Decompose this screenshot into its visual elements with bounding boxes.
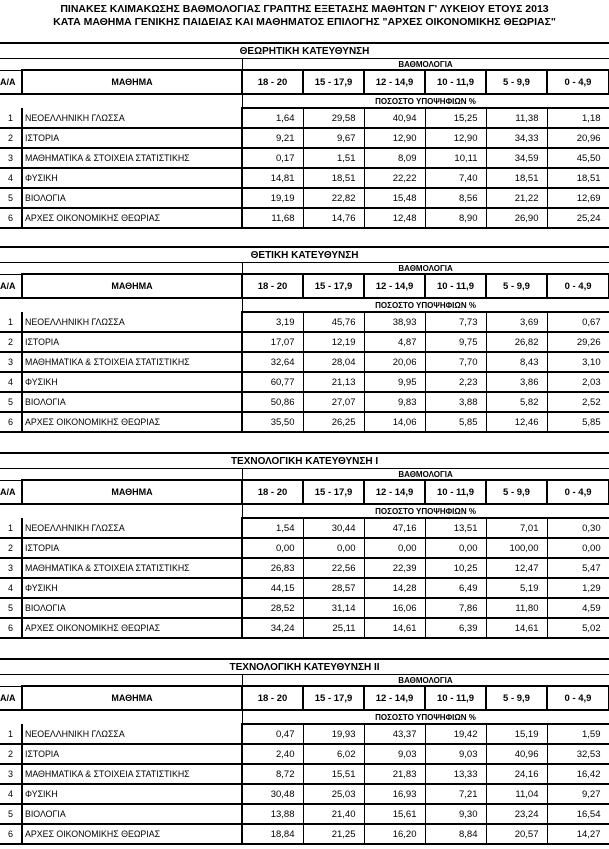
- table-row: [0, 824, 609, 844]
- grades-table: [0, 658, 609, 845]
- grade-range-header: 0 - 4,9: [547, 274, 609, 298]
- percent-value: 19,19: [242, 188, 303, 208]
- grades-table: [0, 246, 609, 433]
- percent-value: 5,19: [486, 578, 547, 598]
- grade-range-header: 10 - 11,9: [425, 480, 486, 504]
- percent-value: 2,03: [547, 372, 609, 392]
- subject-name: ΦΥΣΙΚΗ: [22, 578, 242, 598]
- percent-value: 9,75: [425, 332, 486, 352]
- percent-value: 26,90: [486, 208, 547, 228]
- percent-value: 8,56: [425, 188, 486, 208]
- percent-value: 4,59: [547, 598, 609, 618]
- percent-value: 100,00: [486, 538, 547, 558]
- percent-value: 0,47: [242, 724, 303, 744]
- row-number: 6: [0, 412, 22, 432]
- grade-range-header: 5 - 9,9: [486, 480, 547, 504]
- percent-label: ΠΟΣΟΣΤΟ ΥΠΟΨΗΦΙΩΝ %: [242, 298, 609, 312]
- percent-value: 18,51: [547, 168, 609, 188]
- grade-range-header: 0 - 4,9: [547, 686, 609, 710]
- table-row: [0, 784, 609, 804]
- percent-value: 14,28: [364, 578, 425, 598]
- percent-value: 32,53: [547, 744, 609, 764]
- percent-value: 47,16: [364, 518, 425, 538]
- table-row: [0, 724, 609, 744]
- table-row: [0, 168, 609, 188]
- row-number: 1: [0, 312, 22, 332]
- title-line-2: ΚΑΤΑ ΜΑΘΗΜΑ ΓΕΝΙΚΗΣ ΠΑΙΔΕΙΑΣ ΚΑΙ ΜΑΘΗΜΑΤΟΣ ΕΠΙΛΟΓΗΣ "ΑΡΧΕΣ ΟΙΚΟΝΟΜΙΚΗΣ ΘΕΩΡΙΑΣ": [53, 16, 556, 28]
- grade-range-header: 18 - 20: [242, 480, 303, 504]
- subject-name: ΑΡΧΕΣ ΟΙΚΟΝΟΜΙΚΗΣ ΘΕΩΡΙΑΣ: [22, 824, 242, 844]
- percent-value: 31,14: [303, 598, 364, 618]
- percent-value: 8,72: [242, 764, 303, 784]
- percent-value: 13,51: [425, 518, 486, 538]
- grade-range-header: 15 - 17,9: [303, 274, 364, 298]
- row-number: 3: [0, 764, 22, 784]
- percent-value: 40,96: [486, 744, 547, 764]
- percent-value: 16,54: [547, 804, 609, 824]
- percent-value: 21,25: [303, 824, 364, 844]
- percent-value: 20,06: [364, 352, 425, 372]
- percent-value: 19,42: [425, 724, 486, 744]
- percent-value: 26,83: [242, 558, 303, 578]
- row-number: 5: [0, 804, 22, 824]
- percent-value: 25,24: [547, 208, 609, 228]
- percent-value: 13,33: [425, 764, 486, 784]
- percent-value: 17,07: [242, 332, 303, 352]
- percent-value: 14,81: [242, 168, 303, 188]
- subject-header: ΜΑΘΗΜΑ: [22, 274, 242, 298]
- grade-range-header: 5 - 9,9: [486, 70, 547, 94]
- aa-header: Α/Α: [0, 686, 22, 710]
- table-row: [0, 744, 609, 764]
- percent-value: 14,61: [364, 618, 425, 638]
- subject-header: ΜΑΘΗΜΑ: [22, 480, 242, 504]
- grade-range-header: 0 - 4,9: [547, 70, 609, 94]
- grade-range-header: 15 - 17,9: [303, 70, 364, 94]
- percent-value: 12,48: [364, 208, 425, 228]
- percent-value: 9,27: [547, 784, 609, 804]
- subject-name: ΦΥΣΙΚΗ: [22, 784, 242, 804]
- percent-value: 23,24: [486, 804, 547, 824]
- percent-value: 11,04: [486, 784, 547, 804]
- section-block: [0, 452, 609, 639]
- section-block: [0, 658, 609, 845]
- percent-value: 15,51: [303, 764, 364, 784]
- row-number: 1: [0, 108, 22, 128]
- row-number: 5: [0, 188, 22, 208]
- percent-value: 1,18: [547, 108, 609, 128]
- subject-name: ΝΕΟΕΛΛΗΝΙΚΗ ΓΛΩΣΣΑ: [22, 724, 242, 744]
- row-number: 3: [0, 352, 22, 372]
- grade-range-header: 15 - 17,9: [303, 480, 364, 504]
- percent-value: 24,16: [486, 764, 547, 784]
- percent-value: 1,51: [303, 148, 364, 168]
- percent-value: 8,43: [486, 352, 547, 372]
- table-row: [0, 312, 609, 332]
- table-row: [0, 332, 609, 352]
- percent-value: 25,11: [303, 618, 364, 638]
- percent-value: 10,11: [425, 148, 486, 168]
- aa-header: Α/Α: [0, 480, 22, 504]
- row-number: 4: [0, 784, 22, 804]
- grading-label: ΒΑΘΜΟΛΟΓΙΑ: [242, 469, 609, 481]
- grade-range-header: 18 - 20: [242, 274, 303, 298]
- percent-value: 16,42: [547, 764, 609, 784]
- percent-value: 19,93: [303, 724, 364, 744]
- percent-value: 40,94: [364, 108, 425, 128]
- grade-range-header: 10 - 11,9: [425, 274, 486, 298]
- percent-value: 34,59: [486, 148, 547, 168]
- percent-value: 6,02: [303, 744, 364, 764]
- percent-value: 20,57: [486, 824, 547, 844]
- percent-value: 5,47: [547, 558, 609, 578]
- subject-name: ΑΡΧΕΣ ΟΙΚΟΝΟΜΙΚΗΣ ΘΕΩΡΙΑΣ: [22, 208, 242, 228]
- percent-value: 1,29: [547, 578, 609, 598]
- table-row: [0, 804, 609, 824]
- percent-value: 14,27: [547, 824, 609, 844]
- percent-value: 28,04: [303, 352, 364, 372]
- table-row: [0, 352, 609, 372]
- subject-name: ΝΕΟΕΛΛΗΝΙΚΗ ΓΛΩΣΣΑ: [22, 518, 242, 538]
- percent-value: 14,06: [364, 412, 425, 432]
- percent-value: 22,39: [364, 558, 425, 578]
- table-row: [0, 578, 609, 598]
- percent-value: 0,17: [242, 148, 303, 168]
- percent-value: 16,93: [364, 784, 425, 804]
- percent-value: 21,13: [303, 372, 364, 392]
- subject-name: ΒΙΟΛΟΓΙΑ: [22, 804, 242, 824]
- percent-value: 7,21: [425, 784, 486, 804]
- document-title: [0, 0, 609, 29]
- percent-value: 16,06: [364, 598, 425, 618]
- percent-value: 12,90: [425, 128, 486, 148]
- percent-value: 7,73: [425, 312, 486, 332]
- percent-label: ΠΟΣΟΣΤΟ ΥΠΟΨΗΦΙΩΝ %: [242, 504, 609, 518]
- subject-header: ΜΑΘΗΜΑ: [22, 686, 242, 710]
- percent-value: 12,47: [486, 558, 547, 578]
- grade-range-header: 0 - 4,9: [547, 480, 609, 504]
- percent-value: 2,40: [242, 744, 303, 764]
- row-number: 4: [0, 168, 22, 188]
- section-title: ΘΕΩΡΗΤΙΚΗ ΚΑΤΕΥΘΥΝΣΗ: [0, 43, 609, 59]
- row-number: 2: [0, 744, 22, 764]
- percent-value: 13,88: [242, 804, 303, 824]
- subject-name: ΒΙΟΛΟΓΙΑ: [22, 188, 242, 208]
- percent-value: 1,54: [242, 518, 303, 538]
- row-number: 4: [0, 578, 22, 598]
- section-block: [0, 42, 609, 229]
- percent-value: 35,50: [242, 412, 303, 432]
- percent-value: 28,52: [242, 598, 303, 618]
- percent-value: 1,64: [242, 108, 303, 128]
- percent-value: 15,48: [364, 188, 425, 208]
- aa-header: Α/Α: [0, 70, 22, 94]
- percent-value: 11,80: [486, 598, 547, 618]
- percent-value: 28,57: [303, 578, 364, 598]
- percent-value: 21,40: [303, 804, 364, 824]
- grades-table: [0, 452, 609, 639]
- table-row: [0, 108, 609, 128]
- percent-value: 34,24: [242, 618, 303, 638]
- subject-name: ΜΑΘΗΜΑΤΙΚΑ & ΣΤΟΙΧΕΙΑ ΣΤΑΤΙΣΤΙΚΗΣ: [22, 148, 242, 168]
- percent-value: 21,83: [364, 764, 425, 784]
- percent-value: 45,76: [303, 312, 364, 332]
- row-number: 2: [0, 128, 22, 148]
- percent-value: 0,00: [364, 538, 425, 558]
- table-row: [0, 148, 609, 168]
- percent-value: 18,84: [242, 824, 303, 844]
- percent-value: 60,77: [242, 372, 303, 392]
- percent-value: 2,52: [547, 392, 609, 412]
- percent-value: 22,22: [364, 168, 425, 188]
- percent-value: 12,46: [486, 412, 547, 432]
- percent-value: 0,00: [425, 538, 486, 558]
- row-number: 2: [0, 332, 22, 352]
- table-row: [0, 598, 609, 618]
- percent-value: 0,00: [303, 538, 364, 558]
- percent-value: 15,61: [364, 804, 425, 824]
- percent-value: 0,00: [242, 538, 303, 558]
- grade-range-header: 12 - 14,9: [364, 686, 425, 710]
- table-row: [0, 188, 609, 208]
- percent-value: 0,67: [547, 312, 609, 332]
- row-number: 1: [0, 518, 22, 538]
- percent-value: 12,69: [547, 188, 609, 208]
- percent-value: 9,30: [425, 804, 486, 824]
- percent-value: 22,56: [303, 558, 364, 578]
- percent-value: 15,25: [425, 108, 486, 128]
- percent-value: 12,19: [303, 332, 364, 352]
- grades-table: [0, 42, 609, 229]
- percent-value: 29,58: [303, 108, 364, 128]
- section-title: ΘΕΤΙΚΗ ΚΑΤΕΥΘΥΝΣΗ: [0, 247, 609, 263]
- percent-value: 22,82: [303, 188, 364, 208]
- row-number: 6: [0, 208, 22, 228]
- grade-range-header: 15 - 17,9: [303, 686, 364, 710]
- percent-value: 27,07: [303, 392, 364, 412]
- percent-value: 26,25: [303, 412, 364, 432]
- subject-name: ΙΣΤΟΡΙΑ: [22, 128, 242, 148]
- percent-value: 21,22: [486, 188, 547, 208]
- percent-value: 6,49: [425, 578, 486, 598]
- table-row: [0, 208, 609, 228]
- percent-value: 3,88: [425, 392, 486, 412]
- subject-name: ΜΑΘΗΜΑΤΙΚΑ & ΣΤΟΙΧΕΙΑ ΣΤΑΤΙΣΤΙΚΗΣ: [22, 764, 242, 784]
- percent-value: 14,61: [486, 618, 547, 638]
- subject-name: ΒΙΟΛΟΓΙΑ: [22, 598, 242, 618]
- percent-value: 7,70: [425, 352, 486, 372]
- percent-value: 15,19: [486, 724, 547, 744]
- percent-value: 5,85: [425, 412, 486, 432]
- grade-range-header: 5 - 9,9: [486, 274, 547, 298]
- grading-label: ΒΑΘΜΟΛΟΓΙΑ: [242, 263, 609, 275]
- title-line-1: ΠΙΝΑΚΕΣ ΚΛΙΜΑΚΩΣΗΣ ΒΑΘΜΟΛΟΓΙΑΣ ΓΡΑΠΤΗΣ ΕΞΕΤΑΣΗΣ ΜΑΘΗΤΩΝ Γ' ΛΥΚΕΙΟΥ ΕΤΟΥΣ 2013: [60, 3, 549, 15]
- percent-value: 20,96: [547, 128, 609, 148]
- percent-value: 3,10: [547, 352, 609, 372]
- percent-value: 45,50: [547, 148, 609, 168]
- table-row: [0, 128, 609, 148]
- percent-value: 5,02: [547, 618, 609, 638]
- percent-value: 30,44: [303, 518, 364, 538]
- subject-name: ΦΥΣΙΚΗ: [22, 372, 242, 392]
- subject-header: ΜΑΘΗΜΑ: [22, 70, 242, 94]
- table-row: [0, 558, 609, 578]
- percent-label: ΠΟΣΟΣΤΟ ΥΠΟΨΗΦΙΩΝ %: [242, 710, 609, 724]
- section-block: [0, 246, 609, 433]
- percent-value: 34,33: [486, 128, 547, 148]
- percent-value: 3,19: [242, 312, 303, 332]
- percent-value: 8,90: [425, 208, 486, 228]
- percent-value: 2,23: [425, 372, 486, 392]
- subject-name: ΝΕΟΕΛΛΗΝΙΚΗ ΓΛΩΣΣΑ: [22, 108, 242, 128]
- table-row: [0, 412, 609, 432]
- percent-value: 7,40: [425, 168, 486, 188]
- percent-value: 10,25: [425, 558, 486, 578]
- grade-range-header: 12 - 14,9: [364, 480, 425, 504]
- subject-name: ΝΕΟΕΛΛΗΝΙΚΗ ΓΛΩΣΣΑ: [22, 312, 242, 332]
- subject-name: ΙΣΤΟΡΙΑ: [22, 332, 242, 352]
- percent-value: 9,21: [242, 128, 303, 148]
- subject-name: ΜΑΘΗΜΑΤΙΚΑ & ΣΤΟΙΧΕΙΑ ΣΤΑΤΙΣΤΙΚΗΣ: [22, 352, 242, 372]
- percent-value: 9,03: [425, 744, 486, 764]
- grading-label: ΒΑΘΜΟΛΟΓΙΑ: [242, 59, 609, 71]
- percent-value: 0,30: [547, 518, 609, 538]
- percent-value: 3,69: [486, 312, 547, 332]
- subject-name: ΜΑΘΗΜΑΤΙΚΑ & ΣΤΟΙΧΕΙΑ ΣΤΑΤΙΣΤΙΚΗΣ: [22, 558, 242, 578]
- percent-value: 9,03: [364, 744, 425, 764]
- grade-range-header: 18 - 20: [242, 686, 303, 710]
- table-row: [0, 538, 609, 558]
- table-row: [0, 764, 609, 784]
- table-row: [0, 618, 609, 638]
- percent-value: 30,48: [242, 784, 303, 804]
- row-number: 5: [0, 598, 22, 618]
- grade-range-header: 18 - 20: [242, 70, 303, 94]
- grade-range-header: 12 - 14,9: [364, 274, 425, 298]
- row-number: 5: [0, 392, 22, 412]
- percent-value: 32,64: [242, 352, 303, 372]
- percent-value: 50,86: [242, 392, 303, 412]
- percent-value: 38,93: [364, 312, 425, 332]
- grading-label: ΒΑΘΜΟΛΟΓΙΑ: [242, 675, 609, 687]
- subject-name: ΑΡΧΕΣ ΟΙΚΟΝΟΜΙΚΗΣ ΘΕΩΡΙΑΣ: [22, 618, 242, 638]
- section-title: ΤΕΧΝΟΛΟΓΙΚΗ ΚΑΤΕΥΘΥΝΣΗ ΙΙ: [0, 659, 609, 675]
- row-number: 3: [0, 148, 22, 168]
- percent-value: 16,20: [364, 824, 425, 844]
- grade-range-header: 10 - 11,9: [425, 70, 486, 94]
- subject-name: ΑΡΧΕΣ ΟΙΚΟΝΟΜΙΚΗΣ ΘΕΩΡΙΑΣ: [22, 412, 242, 432]
- subject-name: ΒΙΟΛΟΓΙΑ: [22, 392, 242, 412]
- grade-range-header: 5 - 9,9: [486, 686, 547, 710]
- subject-name: ΙΣΤΟΡΙΑ: [22, 538, 242, 558]
- percent-value: 3,86: [486, 372, 547, 392]
- percent-value: 29,26: [547, 332, 609, 352]
- table-row: [0, 392, 609, 412]
- percent-value: 9,67: [303, 128, 364, 148]
- percent-value: 9,83: [364, 392, 425, 412]
- percent-value: 8,84: [425, 824, 486, 844]
- row-number: 4: [0, 372, 22, 392]
- row-number: 1: [0, 724, 22, 744]
- subject-name: ΦΥΣΙΚΗ: [22, 168, 242, 188]
- aa-header: Α/Α: [0, 274, 22, 298]
- percent-value: 14,76: [303, 208, 364, 228]
- percent-value: 43,37: [364, 724, 425, 744]
- table-row: [0, 372, 609, 392]
- percent-value: 5,85: [547, 412, 609, 432]
- percent-value: 4,87: [364, 332, 425, 352]
- percent-value: 12,90: [364, 128, 425, 148]
- percent-value: 7,86: [425, 598, 486, 618]
- percent-value: 11,68: [242, 208, 303, 228]
- table-row: [0, 518, 609, 538]
- percent-value: 25,03: [303, 784, 364, 804]
- percent-value: 6,39: [425, 618, 486, 638]
- row-number: 3: [0, 558, 22, 578]
- grade-range-header: 12 - 14,9: [364, 70, 425, 94]
- row-number: 2: [0, 538, 22, 558]
- section-title: ΤΕΧΝΟΛΟΓΙΚΗ ΚΑΤΕΥΘΥΝΣΗ Ι: [0, 453, 609, 469]
- percent-value: 18,51: [303, 168, 364, 188]
- percent-value: 1,59: [547, 724, 609, 744]
- percent-value: 0,00: [547, 538, 609, 558]
- percent-label: ΠΟΣΟΣΤΟ ΥΠΟΨΗΦΙΩΝ %: [242, 94, 609, 108]
- grade-range-header: 10 - 11,9: [425, 686, 486, 710]
- percent-value: 9,95: [364, 372, 425, 392]
- percent-value: 7,01: [486, 518, 547, 538]
- percent-value: 5,82: [486, 392, 547, 412]
- row-number: 6: [0, 824, 22, 844]
- percent-value: 44,15: [242, 578, 303, 598]
- percent-value: 8,09: [364, 148, 425, 168]
- percent-value: 18,51: [486, 168, 547, 188]
- row-number: 6: [0, 618, 22, 638]
- percent-value: 11,38: [486, 108, 547, 128]
- subject-name: ΙΣΤΟΡΙΑ: [22, 744, 242, 764]
- percent-value: 26,82: [486, 332, 547, 352]
